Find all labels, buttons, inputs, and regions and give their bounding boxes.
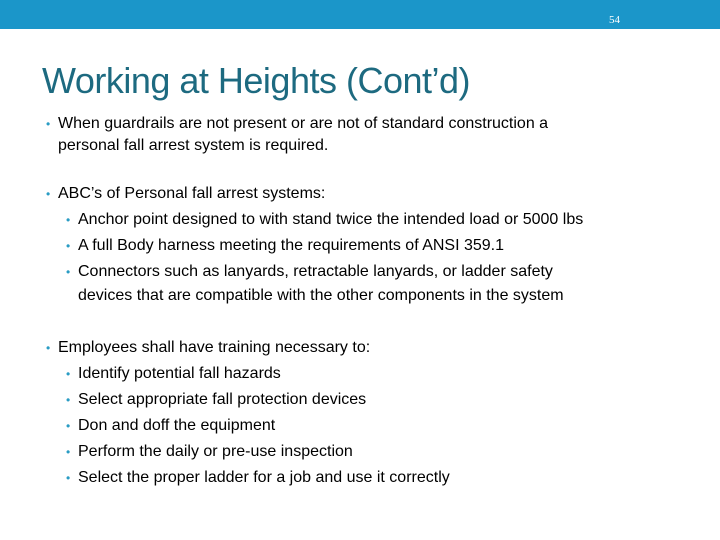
sub-bullet-proper-ladder [66,468,450,488]
bullet-text: Anchor point designed to with stand twice the intended load or 5000 lbs [78,211,584,228]
bullet-dot-icon: • [46,187,51,201]
bullet-dot-icon: • [66,393,71,407]
bullet-text: Connectors such as lanyards, retractable lanyards, or ladder safety [78,263,553,280]
bullet-guardrails [46,114,549,134]
bullet-guardrails-continued [58,136,328,156]
bullet-text: Perform the daily or pre-use inspection [78,443,353,460]
bullet-text: Identify potential fall hazards [78,365,281,382]
bullet-text: ABC’s of Personal fall arrest systems: [58,185,326,202]
bullet-text: Don and doff the equipment [78,417,276,434]
sub-bullet-connectors-continued [78,286,564,306]
bullet-dot-icon: • [66,419,71,433]
bullet-text: devices that are compatible with the other components in the system [78,287,564,304]
bullet-dot-icon: • [46,117,51,131]
sub-bullet-identify-hazards [66,364,281,384]
bullet-dot-icon: • [66,445,71,459]
bullet-text: Select appropriate fall protection devices [78,391,367,408]
sub-bullet-don-doff [66,416,276,436]
slide-number: 54 [609,14,620,26]
bullet-dot-icon: • [66,213,71,227]
bullet-dot-icon: • [66,265,71,279]
bullet-text: personal fall arrest system is required. [58,137,329,154]
bullet-dot-icon: • [66,239,71,253]
bullet-dot-icon: • [46,341,51,355]
bullet-text: Select the proper ladder for a job and use it correctly [78,469,450,486]
sub-bullet-anchor [66,210,584,230]
bullet-training-heading [46,338,371,358]
bullet-text: Employees shall have training necessary to: [58,339,371,356]
bullet-dot-icon: • [66,367,71,381]
bullet-dot-icon: • [66,471,71,485]
bullet-text: When guardrails are not present or are not of standard construction a [58,115,549,132]
bullet-abc-heading [46,184,326,204]
bullet-text: A full Body harness meeting the requirements of ANSI 359.1 [78,237,505,254]
slide-title: Working at Heights (Cont’d) [42,60,471,101]
sub-bullet-select-devices [66,390,367,410]
sub-bullet-inspection [66,442,353,462]
sub-bullet-body-harness [66,236,505,256]
sub-bullet-connectors [66,262,553,282]
